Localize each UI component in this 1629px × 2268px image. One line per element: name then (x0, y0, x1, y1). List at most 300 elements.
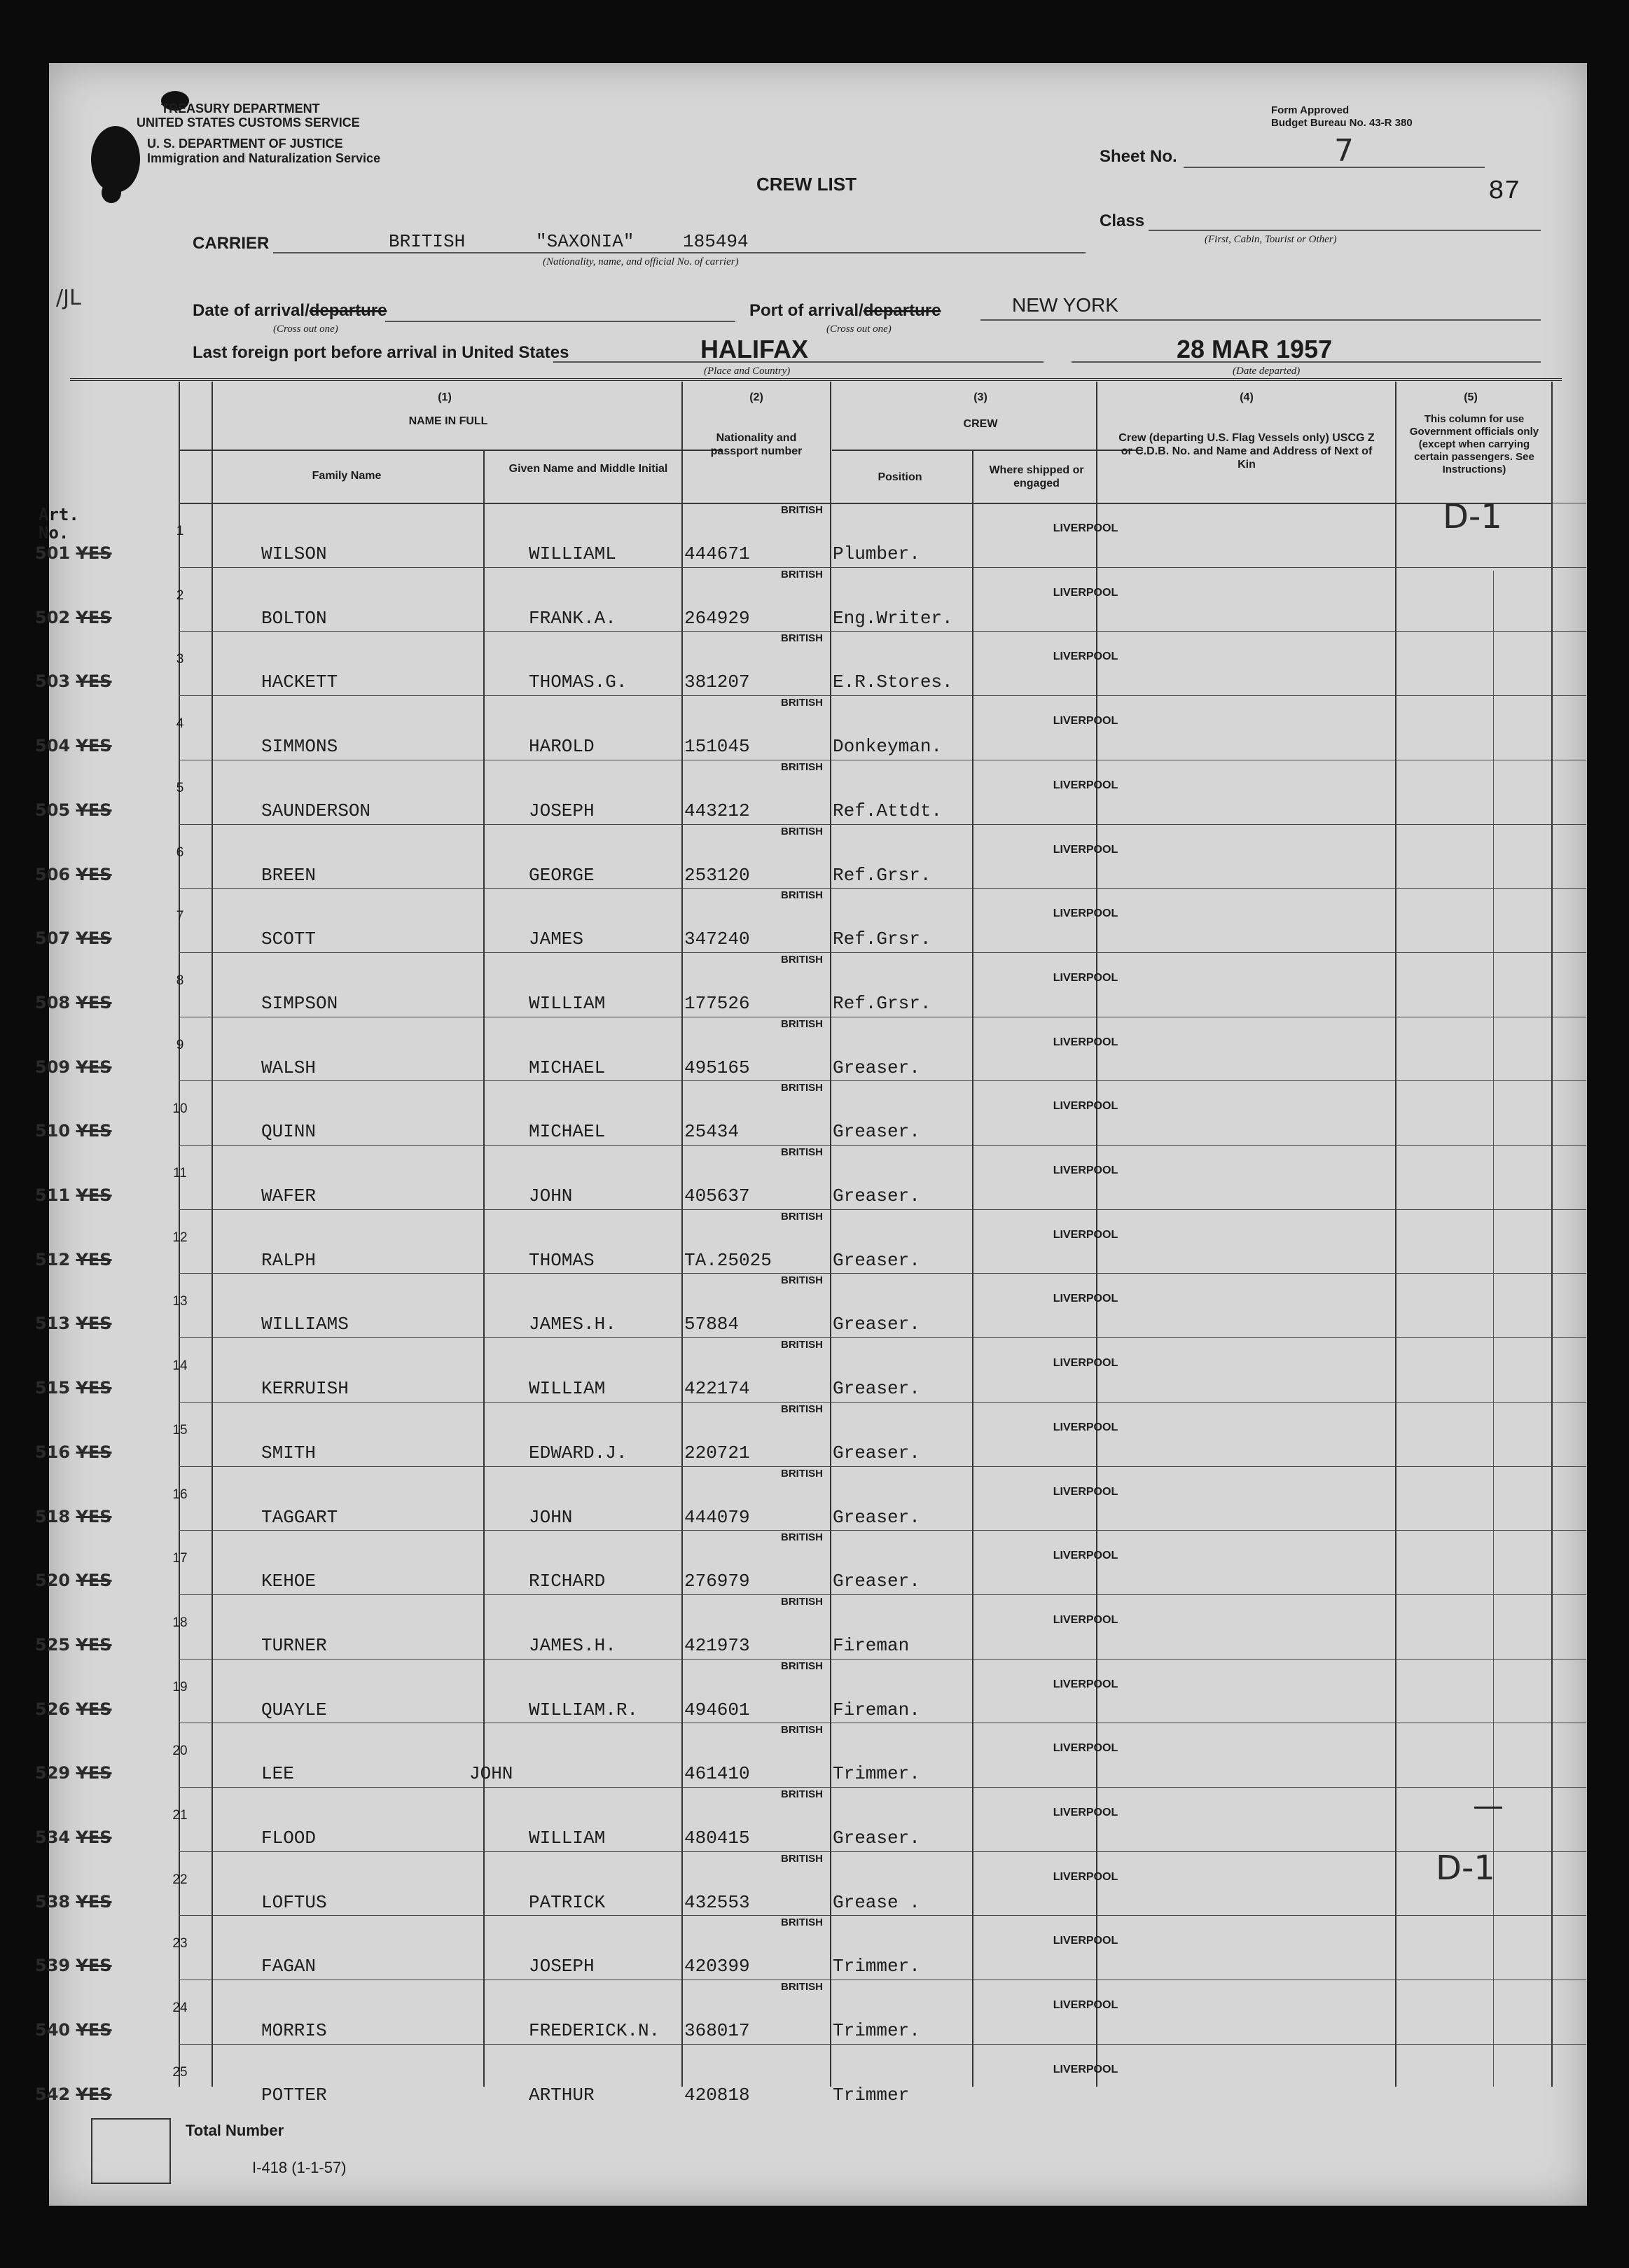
nationality: BRITISH (781, 1981, 823, 1994)
given-name: JOHN (529, 1506, 573, 1528)
given-name: WILLIAM (529, 1378, 606, 1400)
where-shipped: LIVERPOOL (1053, 1807, 1118, 1818)
passport-number: 422174 (684, 1378, 750, 1400)
row-number: 5 (176, 780, 184, 795)
art-yes: YES (76, 1699, 112, 1719)
art-number (35, 1185, 112, 1205)
art-yes: YES (76, 543, 112, 563)
col3-title: CREW (963, 418, 998, 430)
table-row (35, 1787, 1587, 1851)
art-yes: YES (76, 672, 112, 692)
crew-position: Fireman (833, 1634, 910, 1656)
family-name: QUAYLE (261, 1699, 327, 1720)
art-code: 501 (35, 543, 71, 563)
given-name: FRANK.A. (529, 607, 616, 629)
family-name: POTTER (261, 2084, 327, 2106)
art-code: 504 (35, 736, 71, 756)
art-yes: YES (76, 1057, 112, 1077)
nationality: BRITISH (781, 504, 823, 516)
row-number: 7 (176, 909, 184, 924)
given-name: WILLIAM.R. (529, 1699, 639, 1720)
row-rule (179, 631, 1586, 632)
page-title: CREW LIST (756, 174, 857, 195)
nationality: BRITISH (781, 1595, 823, 1608)
family-name: WALSH (261, 1057, 317, 1078)
row-rule (179, 1080, 1586, 1081)
nationality: BRITISH (781, 760, 823, 773)
family-name: FLOOD (261, 1828, 317, 1849)
last-port-label: Last foreign port before arrival in United States (193, 343, 569, 362)
col2-title: Nationality and passport number (710, 432, 803, 457)
crew-position: Trimmer. (833, 1956, 920, 1977)
art-code: 503 (35, 672, 71, 692)
where-shipped: LIVERPOOL (1053, 1100, 1118, 1113)
family-name: SIMMONS (261, 736, 338, 758)
table-row (35, 952, 1587, 1017)
art-yes: YES (76, 1956, 112, 1976)
art-yes: YES (76, 1442, 112, 1462)
nationality: BRITISH (781, 697, 823, 709)
where-shipped: LIVERPOOL (1053, 1550, 1118, 1562)
row-rule (179, 1915, 1586, 1916)
passport-number: 177526 (684, 992, 750, 1014)
sheet-value: 7 (1334, 133, 1354, 169)
crew-position: Trimmer. (833, 1763, 920, 1785)
where-shipped: LIVERPOOL (1053, 1421, 1118, 1433)
art-number (35, 1057, 112, 1077)
row-rule (179, 1402, 1586, 1403)
annotation-d1-top: D-1 (1443, 497, 1502, 536)
art-yes: YES (76, 1891, 112, 1912)
art-code: 525 (35, 1634, 71, 1655)
nationality: BRITISH (781, 1916, 823, 1929)
nationality: BRITISH (781, 1017, 823, 1030)
row-rule (179, 1659, 1586, 1660)
art-number (35, 1635, 112, 1655)
agency-line-4: Immigration and Naturalization Service (147, 151, 381, 165)
port-value: NEW YORK (1012, 294, 1118, 316)
given-name: GEORGE (529, 864, 595, 886)
where-shipped: LIVERPOOL (1053, 1870, 1118, 1883)
passport-number: 368017 (684, 2020, 750, 2042)
table-row (35, 760, 1587, 824)
table-row (35, 1851, 1587, 1916)
art-number (35, 1828, 112, 1847)
row-rule (179, 952, 1586, 953)
where-shipped: LIVERPOOL (1053, 586, 1118, 599)
art-code: 505 (35, 800, 71, 820)
art-number (35, 1442, 112, 1462)
crew-position: Trimmer (833, 2084, 910, 2106)
crew-position: Greaser. (833, 1506, 920, 1528)
given-name: WILLIAML (529, 543, 616, 564)
given-name: RICHARD (529, 1571, 606, 1592)
row-number: 6 (176, 844, 184, 860)
sheet-label: Sheet No. (1100, 147, 1177, 166)
where-shipped: LIVERPOOL (1053, 651, 1118, 663)
crew-position: Ref.Grsr. (833, 864, 931, 886)
art-number (35, 608, 112, 627)
art-code: 538 (35, 1891, 71, 1912)
where-shipped: LIVERPOOL (1053, 1293, 1118, 1305)
row-number: 12 (172, 1230, 188, 1245)
row-rule (179, 824, 1586, 825)
row-number: 19 (172, 1679, 188, 1695)
art-number (35, 800, 112, 820)
table-row (35, 567, 1587, 632)
nationality: BRITISH (781, 1788, 823, 1800)
art-number (35, 865, 112, 884)
where-shipped: LIVERPOOL (1053, 1485, 1118, 1498)
date-hint: (Cross out one) (273, 323, 338, 335)
crew-position: Ref.Grsr. (833, 992, 931, 1014)
where-shipped: LIVERPOOL (1053, 1935, 1118, 1947)
art-code: 542 (35, 2084, 71, 2104)
budget-bureau: Budget Bureau No. 43-R 380 (1271, 117, 1413, 129)
col1-title: NAME IN FULL (408, 415, 488, 427)
col-given-header: Given Name and Middle Initial (508, 463, 668, 475)
passport-number: 347240 (684, 928, 750, 950)
table-row (35, 1723, 1587, 1787)
art-code: 507 (35, 928, 71, 949)
nationality: BRITISH (781, 1852, 823, 1865)
row-number: 22 (172, 1872, 188, 1887)
nationality: BRITISH (781, 568, 823, 580)
nationality: BRITISH (781, 825, 823, 837)
where-shipped: LIVERPOOL (1053, 779, 1118, 791)
where-shipped: LIVERPOOL (1053, 522, 1118, 534)
family-name: MORRIS (261, 2020, 327, 2042)
crew-position: Greaser. (833, 1121, 920, 1143)
where-shipped: LIVERPOOL (1053, 1036, 1118, 1048)
passport-number: 444671 (684, 543, 750, 564)
last-port-value: HALIFAX (700, 335, 809, 363)
art-yes: YES (76, 1634, 112, 1655)
family-name: KEHOE (261, 1571, 317, 1592)
row-number: 10 (172, 1101, 188, 1117)
form-approved: Form Approved (1271, 104, 1350, 116)
agency-line-3: U. S. DEPARTMENT OF JUSTICE (147, 137, 343, 151)
table-row (35, 1273, 1587, 1337)
row-number: 4 (176, 716, 184, 732)
where-shipped: LIVERPOOL (1053, 907, 1118, 920)
given-name: JAMES.H. (529, 1314, 616, 1335)
nationality: BRITISH (781, 1339, 823, 1351)
port-label (749, 301, 941, 321)
art-number (35, 736, 112, 756)
art-number (35, 543, 112, 563)
given-name: THOMAS (529, 1249, 595, 1271)
family-name: TURNER (261, 1634, 327, 1656)
given-name: JAMES (529, 928, 584, 950)
where-shipped: LIVERPOOL (1053, 1357, 1118, 1370)
crew-position: Ref.Grsr. (833, 928, 931, 950)
given-name: ARTHUR (529, 2084, 595, 2106)
table-row (35, 1080, 1587, 1145)
art-number (35, 2020, 112, 2040)
table-row (35, 1337, 1587, 1402)
row-number: 24 (172, 2001, 188, 2016)
given-name: JAMES.H. (529, 1634, 616, 1656)
passport-number: 57884 (684, 1314, 740, 1335)
where-shipped: LIVERPOOL (1053, 1613, 1118, 1626)
crew-position: Eng.Writer. (833, 607, 953, 629)
passport-number: 220721 (684, 1442, 750, 1463)
art-code: 518 (35, 1506, 71, 1526)
crew-position: Ref.Attdt. (833, 800, 943, 821)
art-number (35, 672, 112, 691)
art-number (35, 1250, 112, 1269)
table-row (35, 888, 1587, 952)
art-yes: YES (76, 2084, 112, 2104)
art-yes: YES (76, 1378, 112, 1398)
art-code: 515 (35, 1378, 71, 1398)
form-number: I-418 (1-1-57) (252, 2159, 347, 2176)
family-name: HACKETT (261, 672, 338, 693)
where-shipped: LIVERPOOL (1053, 971, 1118, 984)
passport-number: 420399 (684, 1956, 750, 1977)
row-number: 9 (176, 1037, 184, 1052)
nationality: BRITISH (781, 1724, 823, 1737)
crew-position: Greaser. (833, 1442, 920, 1463)
art-code: 502 (35, 607, 71, 627)
art-number (35, 1699, 112, 1719)
given-name: PATRICK (529, 1891, 606, 1913)
art-number (35, 1314, 112, 1333)
nationality: BRITISH (781, 1274, 823, 1287)
family-name: SAUNDERSON (261, 800, 371, 821)
passport-number: TA.25025 (684, 1249, 772, 1271)
art-code: 509 (35, 1057, 71, 1077)
row-number: 20 (172, 1744, 188, 1759)
art-number (35, 1121, 112, 1141)
date-departed-underline (1072, 361, 1541, 363)
passport-number: 25434 (684, 1121, 740, 1143)
nationality: BRITISH (781, 1467, 823, 1480)
given-name: JOHN (529, 1185, 573, 1206)
art-code: 506 (35, 864, 71, 884)
family-name: KERRUISH (261, 1378, 349, 1400)
row-rule (179, 1594, 1586, 1595)
passport-number: 151045 (684, 736, 750, 758)
given-name: WILLIAM (529, 992, 606, 1014)
art-yes: YES (76, 2020, 112, 2040)
where-shipped: LIVERPOOL (1053, 715, 1118, 728)
row-number: 13 (172, 1294, 188, 1309)
passport-number: 276979 (684, 1571, 750, 1592)
nationality: BRITISH (781, 1531, 823, 1544)
table-row (35, 1530, 1587, 1594)
row-rule (179, 1337, 1586, 1338)
art-code: 540 (35, 2020, 71, 2040)
row-number: 16 (172, 1487, 188, 1502)
passport-number: 495165 (684, 1057, 750, 1078)
nationality: BRITISH (781, 1403, 823, 1415)
table-row (35, 1145, 1587, 1209)
carrier-label: CARRIER (193, 234, 270, 253)
date-label-departure: departure (309, 301, 387, 320)
class-underline (1149, 230, 1541, 231)
row-number: 1 (176, 524, 184, 538)
nationality: BRITISH (781, 1210, 823, 1223)
carrier-underline (273, 252, 1086, 253)
art-yes: YES (76, 992, 112, 1013)
table-row (35, 695, 1587, 760)
passport-number: 444079 (684, 1506, 750, 1528)
nationality: BRITISH (781, 889, 823, 902)
family-name: SCOTT (261, 928, 317, 950)
crew-position: Fireman. (833, 1699, 920, 1720)
crew-position: E.R.Stores. (833, 672, 953, 693)
class-hint: (First, Cabin, Tourist or Other) (1205, 234, 1337, 245)
family-name: FAGAN (261, 1956, 317, 1977)
col-family-header: Family Name (312, 470, 382, 482)
row-rule (179, 1466, 1586, 1467)
art-number (35, 1763, 112, 1783)
row-rule (179, 1273, 1586, 1274)
art-number (35, 2085, 112, 2104)
art-number (35, 1507, 112, 1526)
art-yes: YES (76, 1314, 112, 1334)
col4-number: (4) (1240, 391, 1254, 403)
row-rule (179, 1530, 1586, 1531)
row-rule (179, 567, 1586, 568)
given-name: EDWARD.J. (529, 1442, 628, 1463)
family-name: WILLIAMS (261, 1314, 349, 1335)
last-port-hint: (Place and Country) (704, 366, 791, 377)
table-row (35, 1402, 1587, 1466)
art-yes: YES (76, 800, 112, 820)
art-code: 511 (35, 1185, 71, 1205)
family-name: LOFTUS (261, 1891, 327, 1913)
crew-position: Greaser. (833, 1571, 920, 1592)
col-shipped-header: Where shipped or engaged (989, 464, 1084, 489)
art-yes: YES (76, 607, 112, 627)
passport-number: 264929 (684, 607, 750, 629)
port-label-arrival: Port of arrival/ (749, 301, 864, 320)
crew-list-document (35, 63, 1587, 2206)
given-name: FREDERICK.N. (529, 2020, 660, 2042)
row-rule (179, 1209, 1586, 1210)
row-number: 15 (172, 1422, 188, 1438)
art-yes: YES (76, 736, 112, 756)
table-row (35, 2044, 1587, 2108)
passport-number: 494601 (684, 1699, 750, 1720)
art-number (35, 1571, 112, 1590)
passport-number: 480415 (684, 1828, 750, 1849)
crew-position: Greaser. (833, 1378, 920, 1400)
art-yes: YES (76, 1121, 112, 1141)
table-row (35, 1017, 1587, 1081)
crew-position: Greaser. (833, 1828, 920, 1849)
date-departed-hint: (Date departed) (1233, 366, 1301, 377)
margin-note: /JL (56, 286, 81, 310)
table-row (35, 1659, 1587, 1723)
col2-number: (2) (749, 391, 763, 403)
given-name: JOHN (469, 1763, 513, 1785)
art-code: 539 (35, 1956, 71, 1976)
table-row (35, 1209, 1587, 1274)
row-number: 21 (172, 1808, 188, 1823)
table-row (35, 1980, 1587, 2044)
total-label: Total Number (186, 2122, 284, 2139)
art-code: 526 (35, 1699, 71, 1719)
col4-title: Crew (departing U.S. Flag Vessels only) USCG Z or C.D.B. No. and Name and Address of Next of Kin (1118, 432, 1375, 471)
art-code: 510 (35, 1121, 71, 1141)
row-rule (179, 1145, 1586, 1146)
row-number: 18 (172, 1615, 188, 1630)
family-name: LEE (261, 1763, 294, 1785)
row-rule (179, 2044, 1586, 2045)
passport-number: 432553 (684, 1891, 750, 1913)
where-shipped: LIVERPOOL (1053, 843, 1118, 856)
row-rule (179, 1787, 1586, 1788)
family-name: BOLTON (261, 607, 327, 629)
col-position-header: Position (878, 471, 922, 483)
nationality: BRITISH (781, 1660, 823, 1672)
date-departed-value: 28 MAR 1957 (1177, 335, 1333, 363)
passport-number: 443212 (684, 800, 750, 821)
annotation-d1-bottom: D-1 (1436, 1849, 1495, 1888)
crew-position: Greaser. (833, 1249, 920, 1271)
nationality: BRITISH (781, 953, 823, 966)
row-number: 11 (173, 1166, 187, 1181)
crew-position: Greaser. (833, 1057, 920, 1078)
row-rule (179, 695, 1586, 696)
row-rule (179, 1851, 1586, 1852)
art-number (35, 928, 112, 948)
page-number: 87 (1488, 176, 1520, 207)
row-number: 2 (176, 587, 184, 603)
table-row (35, 631, 1587, 695)
table-row (35, 1466, 1587, 1531)
art-yes: YES (76, 1249, 112, 1269)
art-number (35, 1378, 112, 1398)
art-yes: YES (76, 1571, 112, 1591)
port-label-departure: departure (863, 301, 941, 320)
crew-position: Greaser. (833, 1314, 920, 1335)
art-code: 529 (35, 1763, 71, 1783)
row-number: 3 (176, 652, 184, 667)
art-number (35, 1892, 112, 1912)
passport-number: 381207 (684, 672, 750, 693)
where-shipped: LIVERPOOL (1053, 1164, 1118, 1176)
passport-number: 253120 (684, 864, 750, 886)
family-name: WILSON (261, 543, 327, 564)
art-yes: YES (76, 1828, 112, 1847)
art-yes: YES (76, 1506, 112, 1526)
last-port-underline (553, 361, 1044, 363)
nationality: BRITISH (781, 632, 823, 645)
family-name: RALPH (261, 1249, 317, 1271)
crew-position: Plumber. (833, 543, 920, 564)
carrier-nationality: BRITISH (389, 231, 466, 252)
col1-number: (1) (438, 391, 452, 403)
crew-position: Trimmer. (833, 2020, 920, 2042)
art-no-label: Art. No. (39, 505, 79, 543)
table-top-border (70, 378, 1562, 381)
crew-position: Greaser. (833, 1185, 920, 1206)
art-code: 534 (35, 1828, 71, 1847)
where-shipped: LIVERPOOL (1053, 1678, 1118, 1690)
art-number (35, 993, 112, 1013)
carrier-hint: (Nationality, name, and official No. of carrier) (543, 256, 739, 267)
art-code: 508 (35, 992, 71, 1013)
row-number: 25 (172, 2064, 188, 2080)
art-code: 513 (35, 1314, 71, 1334)
art-yes: YES (76, 928, 112, 949)
row-number: 8 (176, 973, 184, 988)
